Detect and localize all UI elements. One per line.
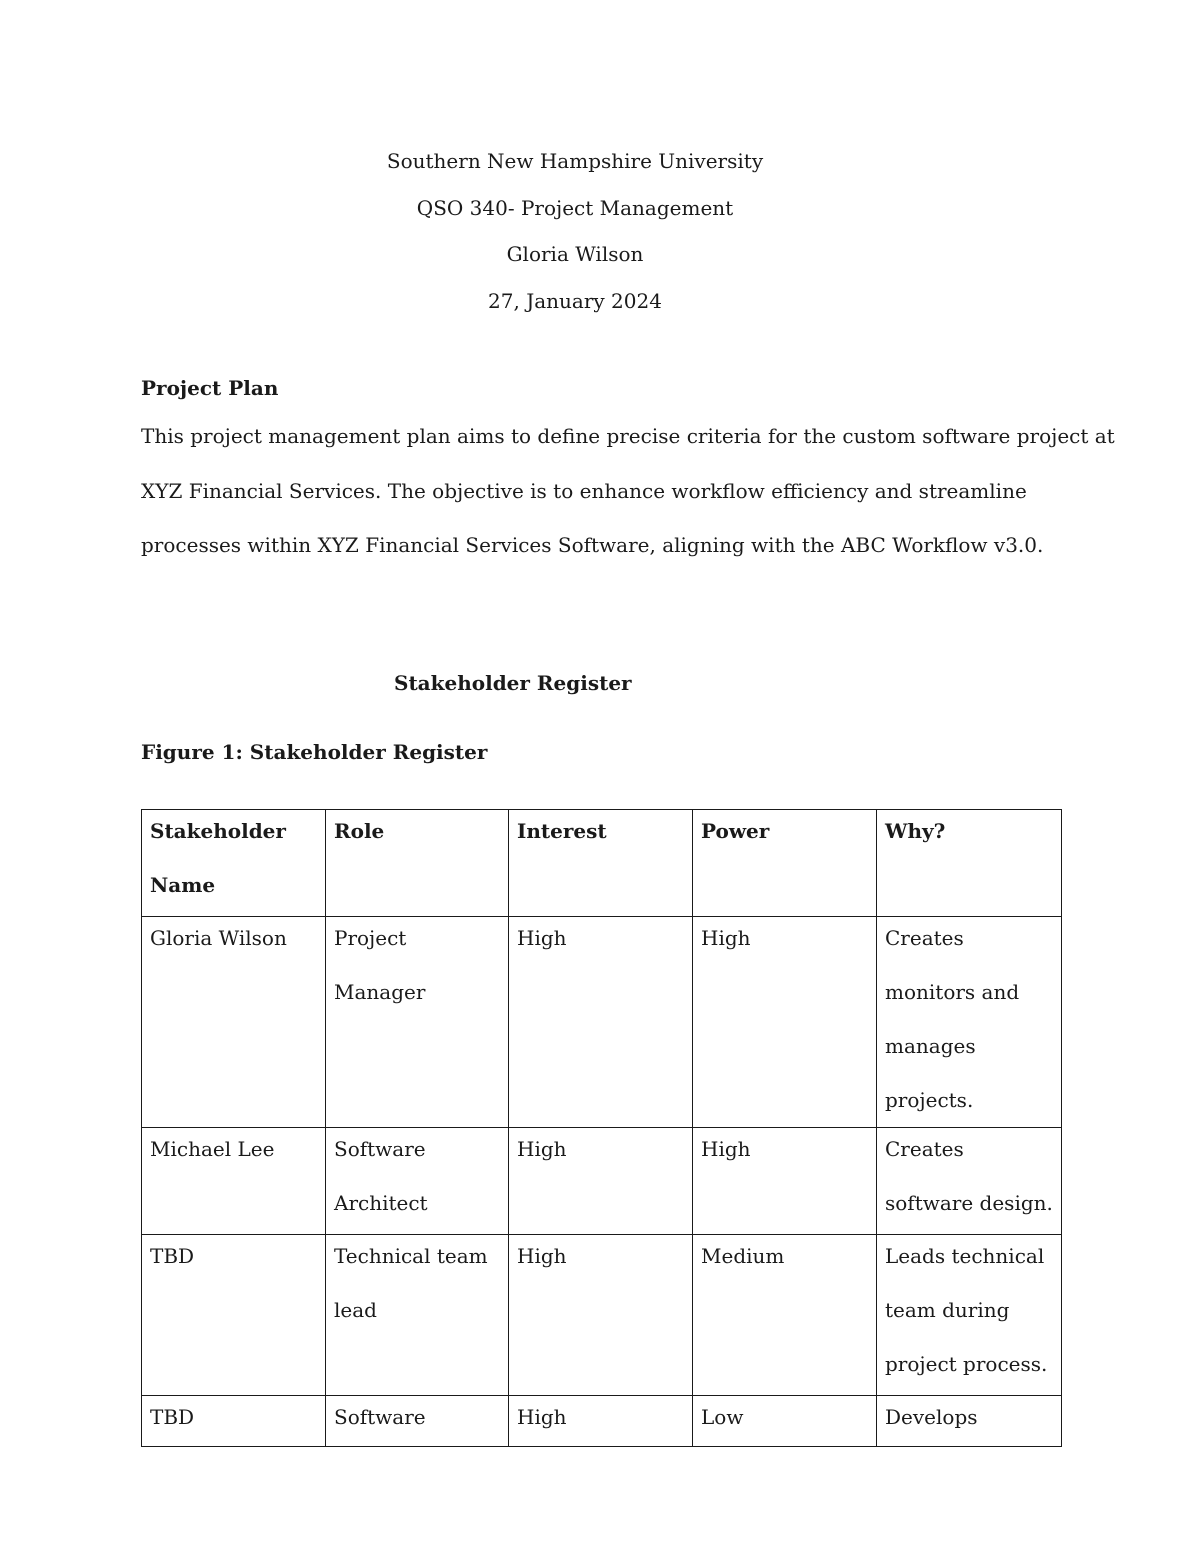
table-cell <box>693 1235 877 1396</box>
column-header-interest <box>509 810 693 917</box>
header-label: Why? <box>885 819 946 843</box>
cell-text: Leads technical team during project process. <box>885 1244 1048 1376</box>
column-header-role <box>326 810 509 917</box>
course-name: QSO 340- Project Management <box>416 195 734 220</box>
cell-text: Medium <box>701 1244 785 1268</box>
column-header-power <box>693 810 877 917</box>
table-cell <box>326 1235 509 1396</box>
table-cell <box>142 917 326 1128</box>
column-header-stakeholder-name <box>142 810 326 917</box>
cell-text: High <box>701 1137 751 1161</box>
cell-text: Software <box>334 1405 426 1429</box>
title-block <box>0 138 1150 324</box>
table-cell <box>877 1235 1062 1396</box>
cell-text: Gloria Wilson <box>150 926 287 950</box>
table-row <box>142 917 1062 1128</box>
table-cell <box>326 917 509 1128</box>
cell-text: High <box>517 926 567 950</box>
stakeholder-register-table <box>141 809 1062 1447</box>
table-cell <box>509 1128 693 1235</box>
table-cell <box>693 917 877 1128</box>
header-label: Power <box>701 819 770 843</box>
table-cell <box>142 1128 326 1235</box>
cell-text: High <box>701 926 751 950</box>
table-cell <box>877 1396 1062 1447</box>
table-cell <box>509 1396 693 1447</box>
stakeholder-register-title: Stakeholder Register <box>394 671 632 695</box>
cell-text: Low <box>701 1405 744 1429</box>
cell-text: Michael Lee <box>150 1137 275 1161</box>
document-date: 27, January 2024 <box>488 288 662 313</box>
cell-text: High <box>517 1405 567 1429</box>
cell-text: High <box>517 1137 567 1161</box>
table-cell <box>877 1128 1062 1235</box>
table-cell <box>509 917 693 1128</box>
table-cell <box>693 1396 877 1447</box>
cell-text: Creates software design. <box>885 1137 1053 1215</box>
university-name: Southern New Hampshire University <box>386 149 764 173</box>
table-cell <box>142 1396 326 1447</box>
cell-text: Develops <box>885 1405 978 1429</box>
table-cell <box>877 917 1062 1128</box>
cell-text: Creates monitors and manages projects. <box>885 926 1020 1112</box>
table-row <box>142 1235 1062 1396</box>
figure-caption: Figure 1: Stakeholder Register <box>141 740 488 764</box>
table-header-row <box>142 810 1062 917</box>
table-row <box>142 1396 1062 1447</box>
paragraph-line: processes within XYZ Financial Services Software, aligning with the ABC Workflow v3.0. <box>141 533 1044 557</box>
cell-text: Technical team lead <box>334 1244 488 1322</box>
cell-text: Software Architect <box>334 1137 428 1215</box>
header-label: Interest <box>517 819 607 843</box>
table-cell <box>326 1128 509 1235</box>
table-cell <box>693 1128 877 1235</box>
table-cell <box>142 1235 326 1396</box>
header-label: Stakeholder Name <box>150 819 286 897</box>
cell-text: Project Manager <box>334 926 426 1004</box>
paragraph-line: XYZ Financial Services. The objective is to enhance workflow efficiency and streamline <box>141 478 1027 503</box>
paragraph-line: This project management plan aims to define precise criteria for the custom software project at <box>141 424 1115 448</box>
table-row <box>142 1128 1062 1235</box>
cell-text: TBD <box>150 1244 195 1268</box>
cell-text: TBD <box>150 1405 195 1429</box>
author-name: Gloria Wilson <box>506 242 644 266</box>
project-plan-heading: Project Plan <box>141 376 279 400</box>
cell-text: High <box>517 1244 567 1268</box>
table-cell <box>326 1396 509 1447</box>
table-cell <box>509 1235 693 1396</box>
column-header-why <box>877 810 1062 917</box>
project-plan-paragraph <box>141 409 1115 573</box>
header-label: Role <box>334 819 385 843</box>
